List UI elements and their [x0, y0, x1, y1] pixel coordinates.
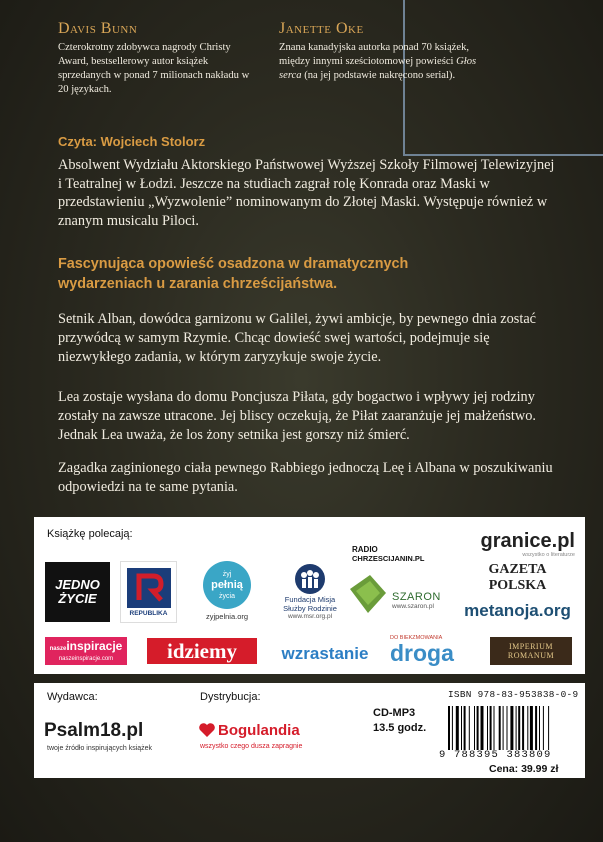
- wzrastanie-logo: wzrastanie: [281, 644, 369, 663]
- barcode-bar: [507, 706, 508, 750]
- barcode-bar: [494, 706, 495, 750]
- barcode-bar: [456, 706, 459, 750]
- distribution-label: Dystrybucja:: [200, 691, 261, 703]
- republika-logo: REPUBLIKA: [120, 561, 177, 623]
- barcode-bar: [518, 706, 520, 750]
- gazetapolska-logo: GAZETA POLSKA: [488, 562, 547, 593]
- description-paragraph: Setnik Alban, dowódca garnizonu w Galilei, żywi ambicje, by pewnego dnia zostać przywódcą w samym Rzymie. Chcąc dowieść swej wartości, podejmuje się niezwykłego zadania, w którym zaryzykuje swoje życie.: [58, 311, 537, 365]
- szaron-logo: SZARON www.szaron.pl: [346, 569, 446, 625]
- barcode-bar: [543, 706, 544, 750]
- recommend-panel: [34, 517, 585, 674]
- barcode-bar: [539, 706, 540, 750]
- barcode-bar: [481, 706, 484, 750]
- publisher-logo: Psalm18.pl: [44, 720, 144, 741]
- granice-logo: granice.pl wszystko o literaturze: [480, 529, 575, 558]
- price: Cena: 39.99 zł: [489, 763, 559, 775]
- barcode-bar: [464, 706, 466, 750]
- author-name: Janette Oke: [279, 20, 364, 37]
- naszeinspiracje-logo: naszeinspiracje naszeinspiracje.com: [45, 637, 127, 665]
- barcode-bar: [499, 706, 501, 750]
- publisher-label: Wydawca:: [47, 691, 98, 703]
- zyjpelnia-logo: żyj pełnią życia zyjpelnia.org: [192, 557, 262, 625]
- reader-heading: Czyta: Wojciech Stolorz: [58, 134, 206, 149]
- barcode: [446, 706, 576, 752]
- author-davis-bunn: [58, 22, 258, 97]
- barcode-bar: [510, 706, 513, 750]
- barcode-bar: [516, 706, 517, 750]
- msr-logo: Fundacja Misja Służby Rodzinie www.msr.org.pl: [270, 555, 350, 627]
- barcode-bar: [490, 706, 492, 750]
- author-name: Davis Bunn: [58, 20, 138, 37]
- imperiumromanum-logo: IMPERIUM ROMANUM: [490, 637, 572, 665]
- barcode-bar: [527, 706, 528, 750]
- barcode-bar: [522, 706, 524, 750]
- barcode-bar: [535, 706, 537, 750]
- heart-icon: [198, 721, 216, 739]
- tagline: Fascynująca opowieść osadzona w dramatycznych wydarzeniach u zarania chrześcijaństwa.: [58, 256, 409, 292]
- description-paragraph: Zagadka zaginionego ciała pewnego Rabbiego jednoczą Leę i Albana w poszukiwaniu odpowiedzi na te same pytania.: [58, 460, 553, 495]
- metanoja-logo: metanoja.org: [464, 601, 571, 620]
- barcode-bar: [448, 706, 450, 750]
- barcode-bar: [548, 706, 549, 750]
- msr-icon: [294, 563, 326, 595]
- jednozycie-logo: JEDNO ŻYCIE: [45, 562, 110, 622]
- barcode-bar: [487, 706, 488, 750]
- reader-bio: Absolwent Wydziału Aktorskiego Państwowej Wyższej Szkoły Filmowej Telewizyjnej i Teatralnej w Łodzi. Jeszcze na studiach zagrał rolę Konrada oraz Maski w przedstawieniu „Wyzwolenie” nominowanym do Złotej Maski. Występuje również w znanym musicalu Piloci.: [58, 157, 555, 229]
- description-paragraph: Lea zostaje wysłana do domu Poncjusza Piłata, gdy bogactwo i wpływy jej rodziny zostały na zawsze utracone. Jej bliscy oczekują, że Piłat zaaranżuje jej małżeństwo. Jednak Lea uważa, że los żony setnika jest gorszy niż śmierć.: [58, 389, 536, 443]
- publisher-panel: [34, 683, 585, 778]
- isbn: ISBN 978-83-953838-0-9: [448, 689, 579, 700]
- barcode-bar: [461, 706, 462, 750]
- distribution-slogan: wszystko czego dusza zapragnie: [200, 743, 303, 750]
- barcode-bar: [503, 706, 504, 750]
- droga-logo: DO BIEKZMOWANIA droga: [390, 635, 454, 666]
- author-janette-oke: [279, 22, 479, 83]
- ean-digits: 9 788395 383809: [439, 749, 552, 761]
- format-type: CD-MP3: [373, 707, 416, 719]
- barcode-bar: [452, 706, 453, 750]
- book-icon: [346, 569, 392, 619]
- republika-icon: [127, 568, 171, 608]
- author-bio: Czterokrotny zdobywca nagrody Christy Award, bestsellerowy autor książek sprzedanych w ponad 7 milionach nakładu w 20 językach.: [58, 42, 250, 95]
- barcode-bar: [477, 706, 479, 750]
- idziemy-logo: idziemy: [147, 638, 257, 664]
- format-duration: 13.5 godz.: [373, 722, 427, 734]
- recommend-heading: Książkę polecają:: [47, 528, 133, 540]
- barcode-bar: [469, 706, 470, 750]
- barcode-bar: [530, 706, 533, 750]
- publisher-slogan: twoje źródło inspirujących książek: [47, 745, 153, 752]
- distribution-logo: Bogulandia: [198, 721, 300, 739]
- radiochrzescijanin-logo: RADIO CHRZESCIJANIN.PL: [352, 545, 425, 563]
- author-bio: Znana kanadyjska autorka ponad 70 książek, między innymi sześciotomowej powieści Głos serca (na jej podstawie nakręcono serial).: [279, 42, 477, 81]
- barcode-bar: [474, 706, 475, 750]
